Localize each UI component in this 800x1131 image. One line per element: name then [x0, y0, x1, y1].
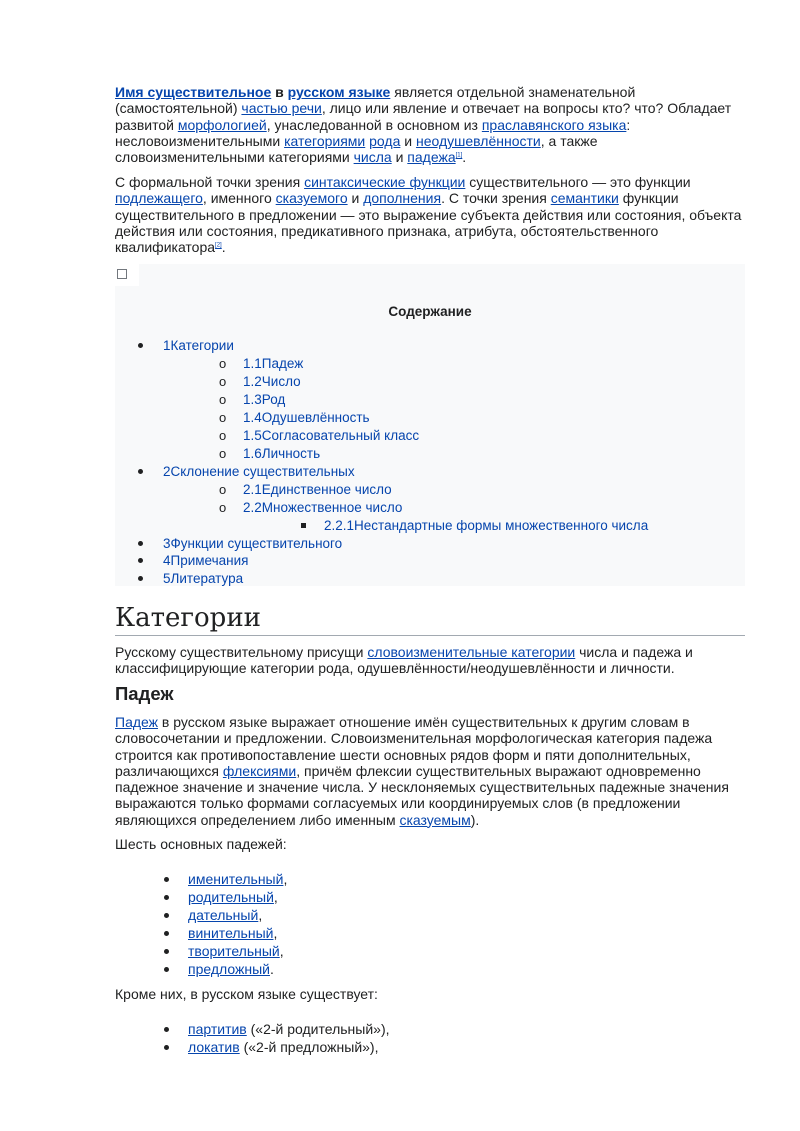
- toc-label[interactable]: Склонение существительных: [170, 464, 355, 479]
- link-genitive[interactable]: родительный: [188, 889, 274, 905]
- text: («2-й предложный»),: [239, 1039, 379, 1055]
- link-subject[interactable]: подлежащего: [115, 190, 203, 207]
- text: ,: [279, 943, 284, 959]
- link-proto-slavic[interactable]: праславянского языка: [481, 116, 627, 133]
- text: : несловоизменительными: [115, 116, 631, 149]
- list-item: [188, 871, 287, 887]
- toc-label[interactable]: Нестандартные формы множественного числа: [354, 518, 649, 533]
- toc-number: 1.3: [243, 392, 262, 407]
- link-russian-language[interactable]: русском языке: [287, 84, 391, 100]
- bullet-circle-icon: o: [219, 428, 227, 443]
- intro-paragraph-1: [115, 84, 745, 165]
- text: , лицо или явление и отвечает на вопросы кто? что? Обладает развитой: [115, 100, 732, 133]
- extra-cases-intro: Кроме них, в русском языке существует:: [115, 986, 378, 1002]
- toc-item-gender[interactable]: [243, 392, 285, 408]
- toc-number: 1.6: [243, 446, 262, 461]
- text: .: [462, 149, 467, 166]
- bullet-icon: [138, 343, 143, 348]
- bullet-icon: [164, 877, 169, 882]
- bullet-icon: [138, 576, 143, 581]
- toc-label[interactable]: Единственное число: [261, 482, 392, 497]
- toc-item-plural[interactable]: [243, 500, 402, 516]
- toc-label[interactable]: Функции существительного: [170, 536, 343, 551]
- bullet-icon: [164, 895, 169, 900]
- toc-label[interactable]: Примечания: [170, 553, 249, 568]
- text: , причём флексии существительных выражают одновременно падежное значение и значение числа. У несклоняемых существительных падежные значения выражаются только формами согласуемых или координируемых слов (в предложении являющихся определением либо именным: [115, 762, 729, 828]
- toc-number: 2: [163, 464, 171, 479]
- link-predicate[interactable]: сказуемого: [275, 190, 348, 207]
- link-categories[interactable]: категориями: [284, 132, 366, 149]
- checkbox-icon[interactable]: [117, 269, 127, 279]
- toc-number: 4: [163, 553, 171, 568]
- link-instrumental[interactable]: творительный: [188, 943, 280, 959]
- text: является отдельной знаменательной (самостоятельной): [115, 84, 636, 117]
- intro-paragraph-2: [115, 174, 745, 255]
- link-accusative[interactable]: винительный: [188, 925, 274, 941]
- reference-2[interactable]: [2]: [215, 242, 222, 249]
- toc-label[interactable]: Категории: [170, 338, 234, 353]
- six-cases-intro: Шесть основных падежей:: [115, 836, 287, 852]
- section-heading-categories: Категории: [115, 602, 745, 636]
- case-paragraph: [115, 714, 745, 828]
- toc-toggle[interactable]: [115, 264, 139, 286]
- text: числа и падежа и классифицирующие категории рода, одушевлённости/неодушевлённости и личности.: [115, 644, 693, 677]
- text: ,: [273, 889, 278, 905]
- bullet-icon: [164, 931, 169, 936]
- categories-paragraph: [115, 644, 745, 677]
- text: существительного — это функции: [465, 174, 691, 190]
- text: , а также словоизменительными категориями: [115, 132, 598, 166]
- toc-number: 1.4: [243, 410, 262, 425]
- link-number[interactable]: числа: [353, 149, 392, 166]
- bullet-circle-icon: o: [219, 500, 227, 515]
- bullet-icon: [164, 967, 169, 972]
- link-noun[interactable]: Имя существительное: [115, 84, 272, 100]
- toc-item-singular[interactable]: [243, 482, 392, 498]
- list-item: [188, 925, 277, 941]
- toc-item-functions[interactable]: [163, 536, 342, 552]
- list-item: [188, 943, 284, 959]
- link-gender[interactable]: рода: [369, 132, 401, 149]
- link-object[interactable]: дополнения: [363, 190, 442, 207]
- text: Русскому существительному присущи: [115, 644, 368, 660]
- toc-item-nonstandard-plural[interactable]: [324, 518, 648, 534]
- toc-item-literature[interactable]: [163, 571, 243, 587]
- bullet-circle-icon: o: [219, 374, 227, 389]
- toc-item-notes[interactable]: [163, 553, 248, 569]
- text: , именного: [202, 190, 276, 207]
- text: и: [391, 149, 408, 166]
- bullet-icon: [138, 469, 143, 474]
- bullet-circle-icon: o: [219, 482, 227, 497]
- link-nominative[interactable]: именительный: [188, 871, 284, 887]
- list-item: [188, 961, 274, 977]
- bullet-circle-icon: o: [219, 446, 227, 461]
- bullet-square-icon: [301, 523, 306, 528]
- link-prepositional[interactable]: предложный: [188, 961, 270, 977]
- text: в русском языке выражает отношение имён существительных к другим словам в словосочетании и предложении. Словоизменительная морфологическая категория падежа строится как противопоставление шести основных рядов форм и пяти дополнительных, различающихся: [115, 714, 713, 779]
- text: , унаследованной в основном из: [266, 116, 482, 133]
- toc-item-personhood[interactable]: [243, 446, 320, 462]
- toc-label[interactable]: Число: [261, 374, 301, 389]
- toc-label[interactable]: Падеж: [261, 356, 304, 371]
- link-partitive[interactable]: партитив: [188, 1021, 247, 1037]
- toc-title: Содержание: [388, 304, 472, 319]
- toc-label[interactable]: Согласовательный класс: [261, 428, 420, 443]
- link-semantics[interactable]: семантики: [550, 190, 619, 207]
- link-inflectional-categories[interactable]: словоизменительные категории: [367, 644, 576, 660]
- link-inflections[interactable]: флексиями: [222, 762, 297, 779]
- bullet-circle-icon: o: [219, 392, 227, 407]
- toc-number: 1: [163, 338, 171, 353]
- toc-number: 2.1: [243, 482, 262, 497]
- toc-number: 2.2.1: [324, 518, 355, 533]
- text: С формальной точки зрения: [115, 174, 305, 190]
- bullet-icon: [164, 1045, 169, 1050]
- toc-label[interactable]: Литература: [170, 571, 244, 586]
- toc-number: 2.2: [243, 500, 262, 515]
- link-dative[interactable]: дательный: [188, 907, 259, 923]
- bullet-icon: [138, 541, 143, 546]
- link-syntactic-functions[interactable]: синтаксические функции: [304, 174, 466, 190]
- text: ).: [470, 811, 480, 828]
- list-item: [188, 1039, 379, 1055]
- toc-number: 3: [163, 536, 171, 551]
- toc-label[interactable]: Личность: [261, 446, 321, 461]
- toc-item-animacy[interactable]: [243, 410, 370, 426]
- text: . С точки зрения: [441, 190, 551, 207]
- link-predicate[interactable]: сказуемым: [399, 811, 471, 828]
- toc-number: 1.2: [243, 374, 262, 389]
- text: ,: [273, 925, 278, 941]
- link-part-of-speech[interactable]: частью речи: [241, 100, 322, 117]
- toc-item-agreement-class[interactable]: [243, 428, 419, 444]
- list-item: [188, 907, 262, 923]
- bullet-circle-icon: o: [219, 410, 227, 425]
- text: ,: [283, 871, 288, 887]
- section-heading-case: Падеж: [115, 683, 174, 704]
- bullet-icon: [164, 913, 169, 918]
- toc-label[interactable]: Одушевлённость: [261, 410, 370, 425]
- bullet-icon: [164, 949, 169, 954]
- list-item: [188, 1021, 390, 1037]
- toc-item-categories[interactable]: [163, 338, 234, 354]
- toc-label[interactable]: Род: [261, 392, 286, 407]
- text: и: [347, 190, 364, 207]
- bullet-icon: [164, 1027, 169, 1032]
- text: и: [400, 132, 416, 149]
- bullet-circle-icon: o: [219, 356, 227, 371]
- table-of-contents: [115, 264, 745, 586]
- text: («2-й родительный»),: [246, 1021, 390, 1037]
- reference-1[interactable]: [1]: [455, 152, 463, 159]
- toc-label[interactable]: Множественное число: [261, 500, 403, 515]
- text: .: [221, 239, 226, 256]
- toc-item-declension[interactable]: [163, 464, 355, 480]
- toc-number: 5: [163, 571, 171, 586]
- list-item: [188, 889, 278, 905]
- text: функции существительного в предложении — это выражение субъекта действия или состояния, объекта действия или состояния, предикативного признака, атрибута, обстоятельственного квалификатора: [115, 190, 742, 256]
- toc-item-number[interactable]: [243, 374, 301, 390]
- toc-number: 1.5: [243, 428, 262, 443]
- link-case[interactable]: Падеж: [115, 714, 159, 730]
- bullet-icon: [138, 558, 143, 563]
- toc-item-case[interactable]: [243, 356, 303, 372]
- link-animacy[interactable]: неодушевлённости: [415, 132, 541, 149]
- toc-number: 1.1: [243, 356, 262, 371]
- text: ,: [258, 907, 263, 923]
- text: в: [271, 84, 288, 100]
- link-morphology[interactable]: морфологией: [177, 116, 267, 133]
- link-case[interactable]: падежа: [407, 149, 456, 166]
- link-locative[interactable]: локатив: [188, 1039, 240, 1055]
- text: .: [269, 961, 274, 977]
